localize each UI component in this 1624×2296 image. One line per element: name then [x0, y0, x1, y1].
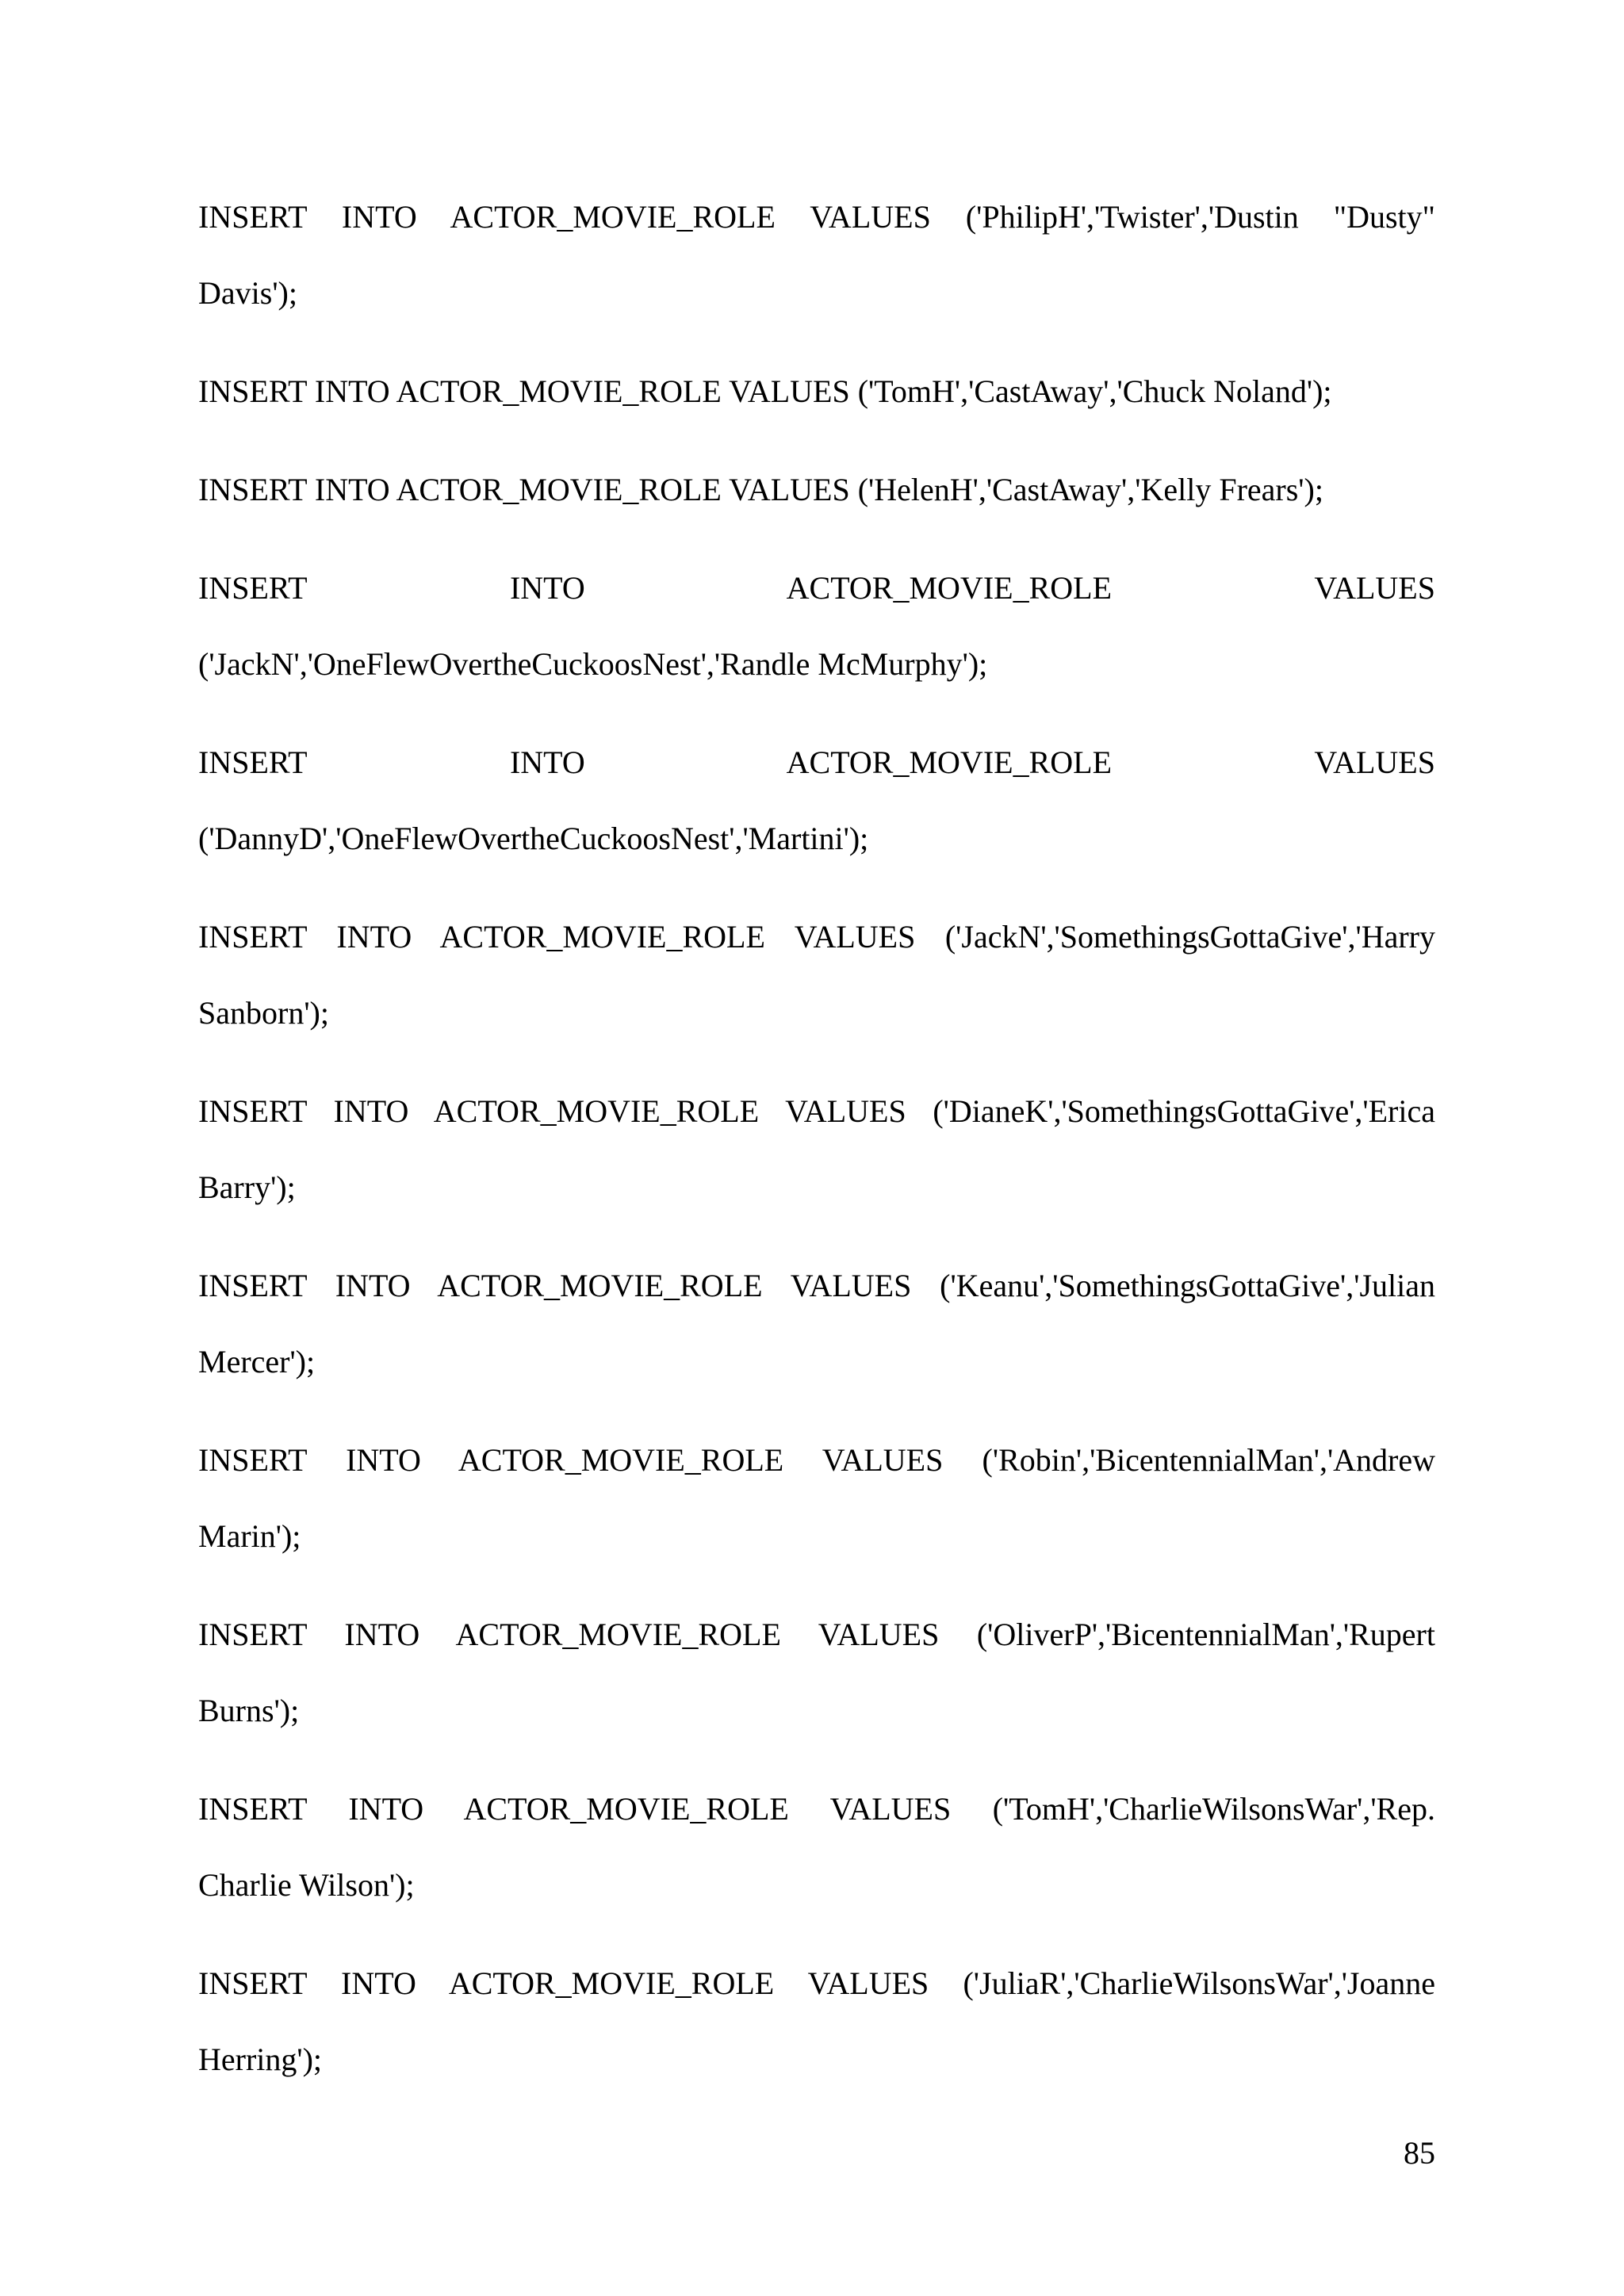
sql-insert-statement [198, 1248, 1435, 1400]
sql-insert-statement [198, 1073, 1435, 1226]
sql-insert-statement [198, 1946, 1435, 2098]
sql-insert-statement [198, 899, 1435, 1051]
sql-insert-statement [198, 179, 1435, 331]
statement-line: INSERT INTO ACTOR_MOVIE_ROLE VALUES ('OliverP','BicentennialMan','Rupert [198, 1617, 1435, 1652]
statement-line: INSERT INTO ACTOR_MOVIE_ROLE VALUES ('PhilipH','Twister','Dustin "Dusty" [198, 199, 1435, 235]
statement-line: INSERT INTO ACTOR_MOVIE_ROLE VALUES ('DianeK','SomethingsGottaGive','Erica [198, 1093, 1435, 1129]
statement-line: Barry'); [198, 1169, 296, 1205]
sql-insert-statement [198, 452, 1435, 528]
statement-line: INSERT INTO ACTOR_MOVIE_ROLE VALUES ('Robin','BicentennialMan','Andrew [198, 1442, 1435, 1478]
statement-line: Charlie Wilson'); [198, 1867, 415, 1903]
statement-line: Davis'); [198, 275, 297, 311]
statement-line: INSERT INTO ACTOR_MOVIE_ROLE VALUES ('TomH','CastAway','Chuck Noland'); [198, 373, 1332, 409]
statement-line: ('JackN','OneFlewOvertheCuckoosNest','Randle McMurphy'); [198, 646, 988, 682]
statement-line: INSERT INTO ACTOR_MOVIE_ROLE VALUES ('JackN','SomethingsGottaGive','Harry [198, 919, 1435, 955]
statement-line: INSERT INTO ACTOR_MOVIE_ROLE VALUES ('Keanu','SomethingsGottaGive','Julian [198, 1268, 1435, 1303]
statement-line: Mercer'); [198, 1344, 316, 1380]
statement-line: Sanborn'); [198, 995, 329, 1031]
page-number: 85 [1404, 2135, 1435, 2171]
statement-line: ('DannyD','OneFlewOvertheCuckoosNest','Martini'); [198, 821, 869, 856]
statement-line: INSERT INTO ACTOR_MOVIE_ROLE VALUES [198, 744, 1435, 780]
sql-insert-statement [198, 354, 1435, 430]
statement-line: INSERT INTO ACTOR_MOVIE_ROLE VALUES [198, 570, 1435, 606]
statement-line: Burns'); [198, 1693, 300, 1728]
statement-line: INSERT INTO ACTOR_MOVIE_ROLE VALUES ('JuliaR','CharlieWilsonsWar','Joanne [198, 1965, 1435, 2001]
sql-insert-statement [198, 550, 1435, 702]
sql-insert-statement [198, 725, 1435, 877]
sql-insert-statement [198, 1771, 1435, 1923]
statement-line: INSERT INTO ACTOR_MOVIE_ROLE VALUES ('TomH','CharlieWilsonsWar','Rep. [198, 1791, 1435, 1827]
sql-insert-statement [198, 1597, 1435, 1749]
sql-insert-statement [198, 1422, 1435, 1575]
statement-line: INSERT INTO ACTOR_MOVIE_ROLE VALUES ('HelenH','CastAway','Kelly Frears'); [198, 472, 1323, 507]
statement-line: Marin'); [198, 1518, 301, 1554]
statement-line: Herring'); [198, 2042, 323, 2077]
